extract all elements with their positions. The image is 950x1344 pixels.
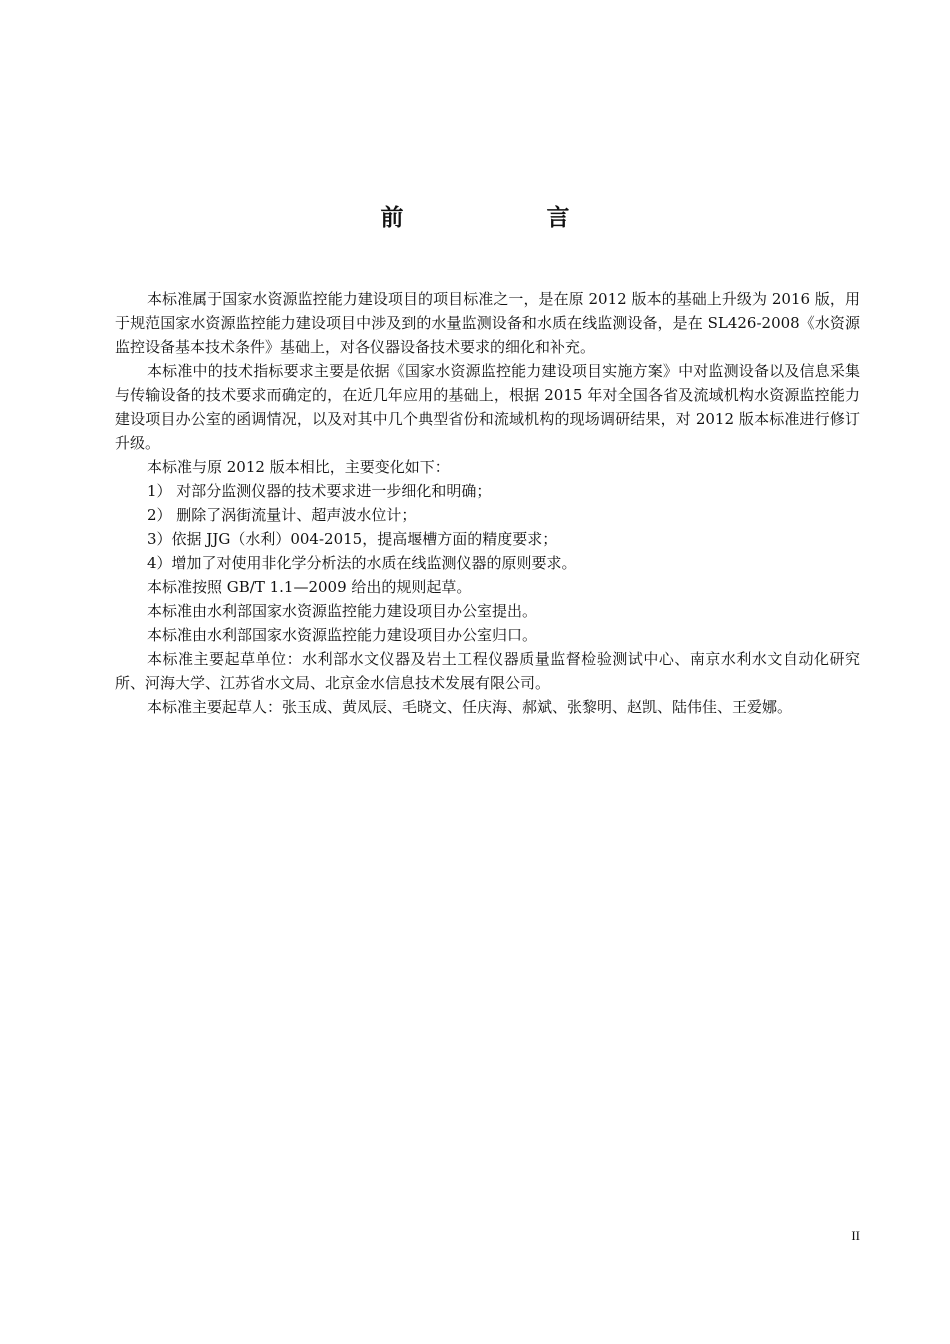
paragraph-drafters: 本标准主要起草人：张玉成、黄凤辰、毛晓文、任庆海、郝斌、张黎明、赵凯、陆伟佳、王爱娜。 (147, 698, 793, 716)
paragraph-changes-heading: 本标准与原 2012 版本相比，主要变化如下： (147, 458, 450, 476)
page-title: 前 言 (380, 204, 630, 231)
paragraph-drafting-rules: 本标准按照 GB/T 1.1—2009 给出的规则起草。 (147, 578, 472, 596)
list-item-change-3: 3）依据 JJG（水利）004-2015，提高堰槽方面的精度要求； (147, 530, 558, 548)
list-item-change-2: 2） 删除了涡街流量计、超声波水位计； (147, 506, 417, 524)
list-item-change-4: 4）增加了对使用非化学分析法的水质在线监测仪器的原则要求。 (147, 554, 577, 572)
foreword-body (115, 287, 860, 719)
paragraph-centralized-by: 本标准由水利部国家水资源监控能力建设项目办公室归口。 (147, 626, 538, 644)
list-item-change-1: 1） 对部分监测仪器的技术要求进一步细化和明确； (147, 482, 492, 500)
paragraph-technical-basis: 本标准中的技术指标要求主要是依据《国家水资源监控能力建设项目实施方案》中对监测设备以及信息采集与传输设备的技术要求而确定的，在近几年应用的基础上，根据 2015 年对全国各省及流域机构水资源监控能力建设项目办公室的函调情况，以及对其中几个典型省份和流域机构的现场调研结果，对 2012 版本标准进行修订升级。 (115, 362, 860, 452)
paragraph-proposed-by: 本标准由水利部国家水资源监控能力建设项目办公室提出。 (147, 602, 538, 620)
page-number: II (851, 1228, 860, 1243)
paragraph-drafting-units: 本标准主要起草单位：水利部水文仪器及岩土工程仪器质量监督检验测试中心、南京水利水文自动化研究所、河海大学、江苏省水文局、北京金水信息技术发展有限公司。 (115, 650, 860, 692)
paragraph-intro: 本标准属于国家水资源监控能力建设项目的项目标准之一，是在原 2012 版本的基础上升级为 2016 版，用于规范国家水资源监控能力建设项目中涉及到的水量监测设备和水质在线监测设备，是在 SL426-2008《水资源监控设备基本技术条件》基础上，对各仪器设备技术要求的细化和补充。 (115, 290, 860, 356)
